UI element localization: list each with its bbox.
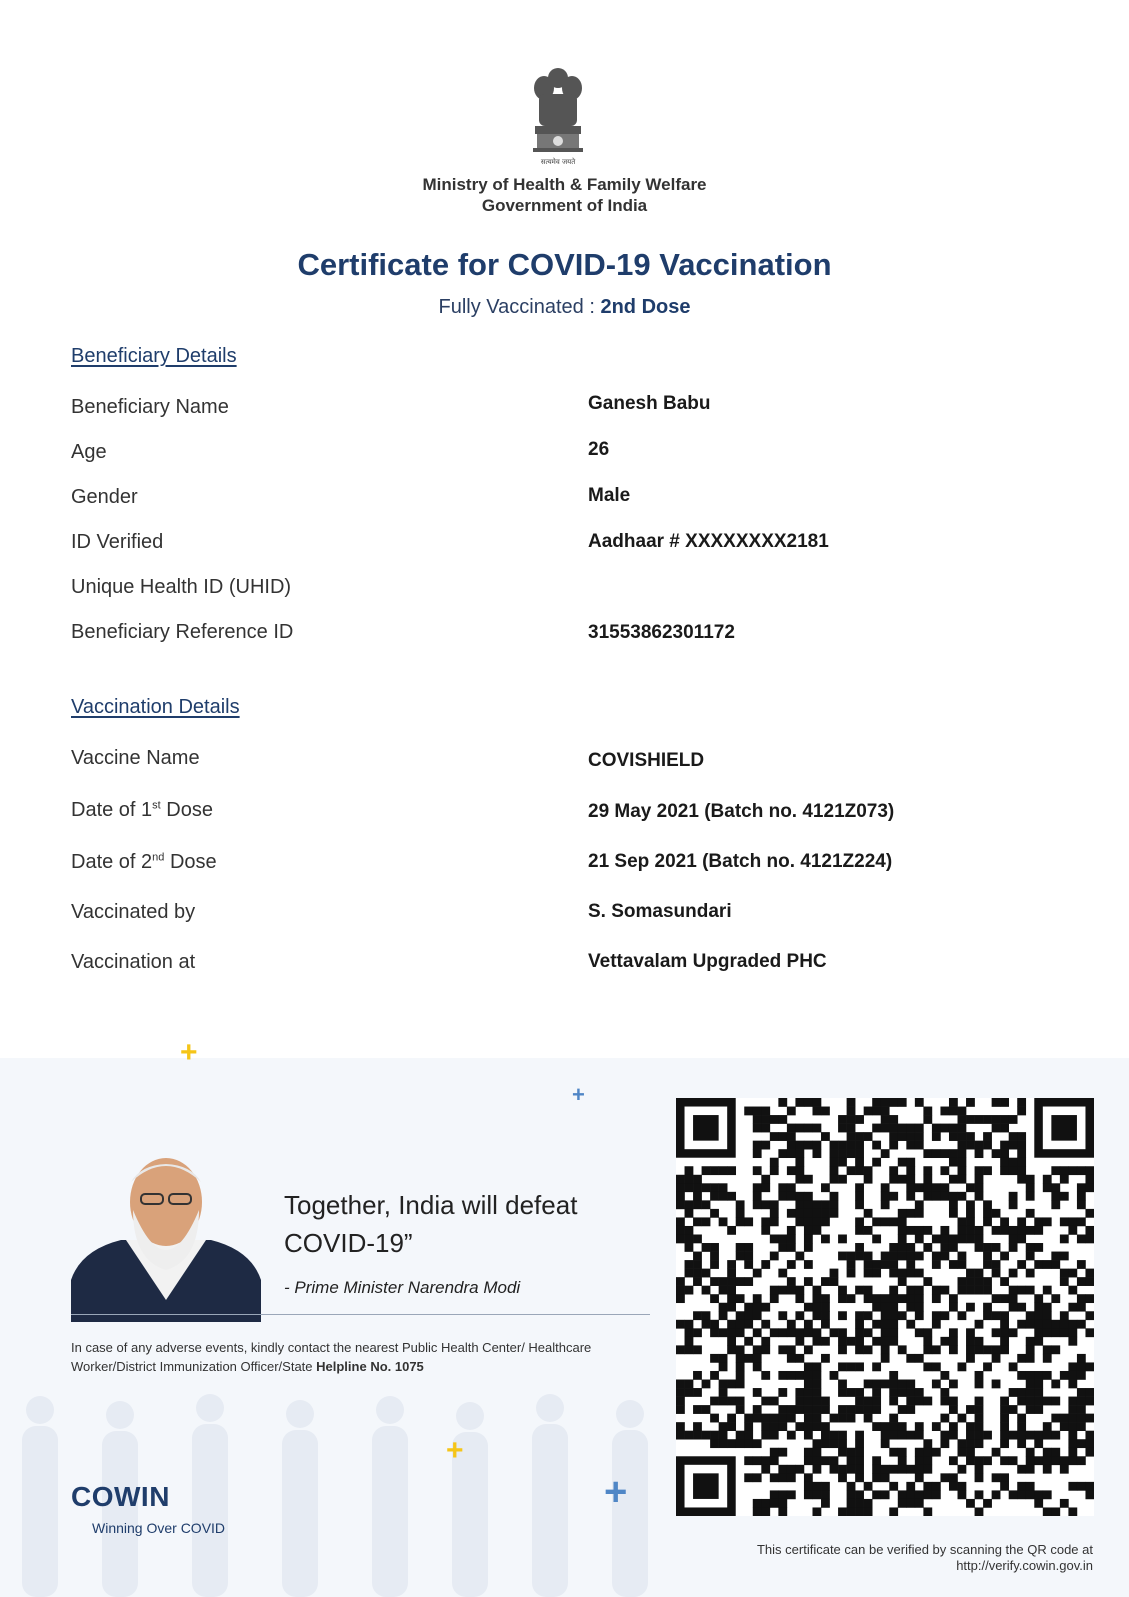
reference-id-label: Beneficiary Reference ID (71, 621, 294, 643)
verify-note (560, 1542, 1093, 1574)
uhid-label: Unique Health ID (UHID) (71, 576, 292, 598)
vaccine-name-label: Vaccine Name (71, 747, 200, 769)
beneficiary-name-label: Beneficiary Name (71, 396, 229, 418)
verify-url[interactable]: http://verify.cowin.gov.in (956, 1558, 1093, 1573)
dose1-label-suffix: Dose (160, 799, 213, 821)
gender-value: Male (588, 485, 631, 506)
reference-id-value: 31553862301172 (588, 622, 735, 643)
dose1-label-sup: st (152, 799, 161, 812)
vaccination-status (0, 296, 1129, 319)
vaccinated-at-value: Vettavalam Upgraded PHC (588, 951, 827, 972)
status-label: Fully Vaccinated : (438, 296, 601, 318)
plus-decoration-icon: + (446, 1434, 464, 1467)
dose2-label-sup: nd (152, 851, 165, 864)
ministry-heading (0, 174, 1129, 216)
vaccination-details-heading: Vaccination Details (71, 696, 240, 718)
beneficiary-name-value: Ganesh Babu (588, 393, 711, 414)
government-name: Government of India (481, 196, 648, 215)
dose1-label-text: Date of 1 (71, 799, 153, 821)
emblem-motto: सत्यमेव जयते (540, 158, 576, 166)
cowin-tagline: Winning Over COVID (92, 1520, 226, 1536)
adverse-events-note (71, 1338, 631, 1376)
vaccinated-by-value: S. Somasundari (588, 901, 732, 922)
quote-author: - Prime Minister Narendra Modi (284, 1278, 521, 1297)
age-label: Age (71, 441, 107, 463)
verification-qr-code (676, 1098, 1094, 1516)
verify-text: This certificate can be verified by scanning the QR code at (756, 1542, 1093, 1557)
vaccinated-by-label: Vaccinated by (71, 901, 196, 923)
prime-minister-photo (71, 1150, 261, 1322)
quote (284, 1186, 577, 1262)
national-emblem-icon (527, 64, 589, 168)
quote-line-2: COVID-19” (284, 1228, 413, 1258)
cowin-brand: COWIN (71, 1481, 170, 1512)
dose1-value: 29 May 2021 (Batch no. 4121Z073) (588, 801, 895, 822)
beneficiary-details-heading: Beneficiary Details (71, 345, 237, 367)
plus-decoration-icon: + (604, 1470, 628, 1514)
dose2-label-suffix: Dose (164, 851, 217, 873)
ministry-name: Ministry of Health & Family Welfare (422, 175, 707, 194)
footer-divider (71, 1314, 650, 1315)
status-value: 2nd Dose (600, 296, 691, 318)
id-verified-value: Aadhaar # XXXXXXXX2181 (588, 531, 829, 552)
dose2-label (71, 851, 217, 874)
certificate-title: Certificate for COVID-19 Vaccination (297, 247, 832, 282)
cowin-logo (71, 1481, 170, 1513)
gender-label: Gender (71, 486, 138, 508)
plus-decoration-icon: + (180, 1036, 198, 1069)
dose2-value: 21 Sep 2021 (Batch no. 4121Z224) (588, 851, 893, 872)
adverse-events-text: In case of any adverse events, kindly contact the nearest Public Health Center/ Healthcare Worker/District Immunization Officer/State (71, 1340, 592, 1374)
quote-line-1: Together, India will defeat (284, 1190, 578, 1220)
plus-decoration-icon: + (572, 1082, 585, 1107)
helpline-number: Helpline No. 1075 (316, 1359, 424, 1374)
age-value: 26 (588, 439, 610, 460)
dose1-label (71, 799, 213, 822)
vaccinated-at-label: Vaccination at (71, 951, 196, 973)
dose2-label-text: Date of 2 (71, 851, 153, 873)
id-verified-label: ID Verified (71, 531, 164, 553)
vaccine-name-value: COVISHIELD (588, 750, 705, 771)
